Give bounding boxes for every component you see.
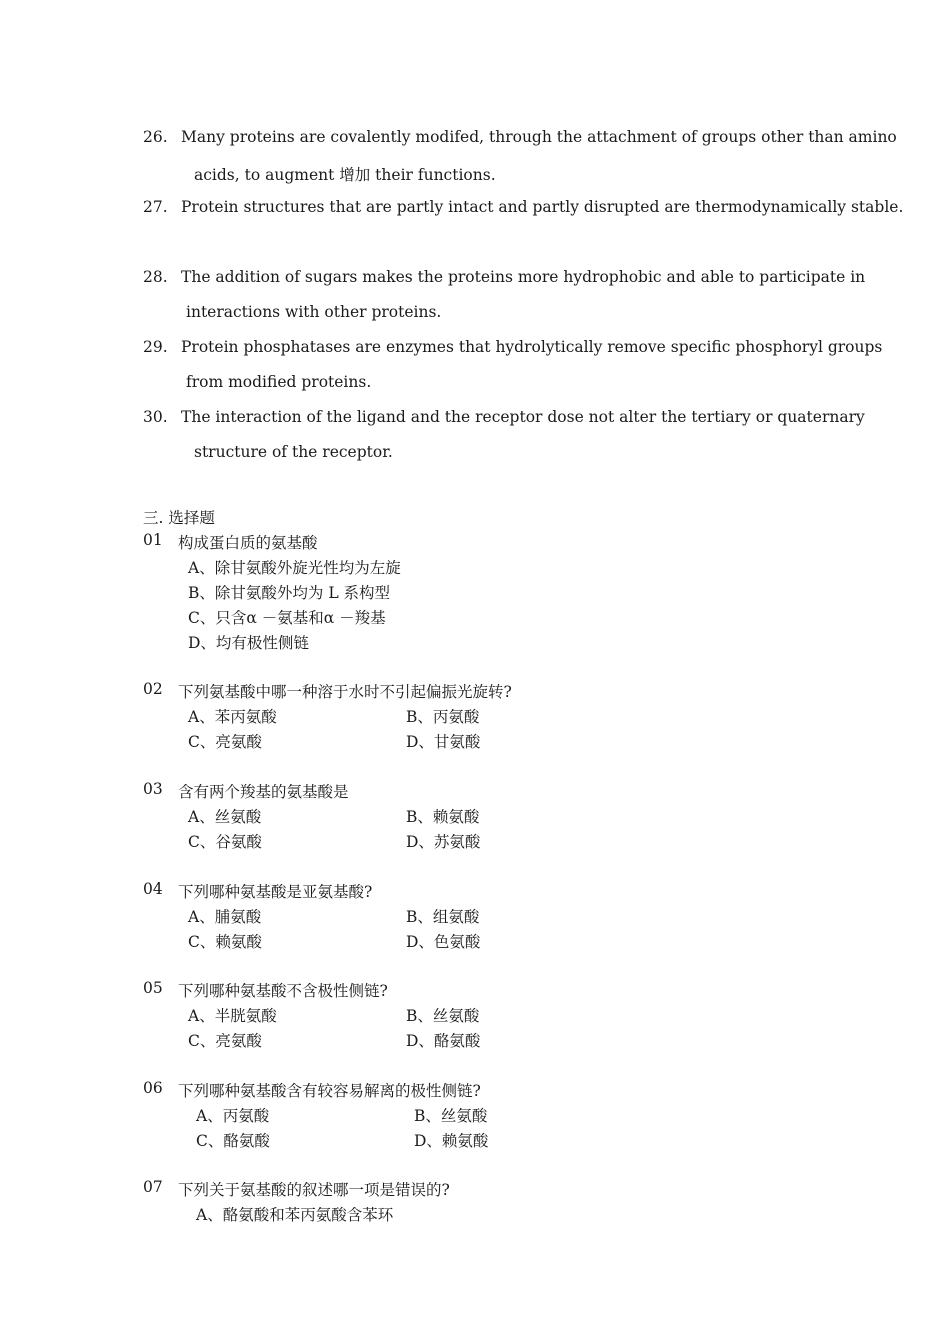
question-number: 06: [143, 1079, 163, 1097]
item-text-line1: Protein phosphatases are enzymes that hydrolytically remove specific phosphoryl groups: [181, 338, 883, 356]
option-c: C、赖氨酸: [188, 933, 262, 951]
item-number: 30.: [143, 408, 168, 426]
option-a: A、脯氨酸: [188, 908, 262, 926]
question-text: 下列哪种氨基酸含有较容易解离的极性侧链?: [178, 1082, 481, 1100]
option-b: B、组氨酸: [406, 908, 480, 926]
question-number: 03: [143, 780, 163, 798]
option-a: A、丙氨酸: [196, 1107, 270, 1125]
item-text-line2: from modified proteins.: [186, 373, 372, 391]
option-c: C、谷氨酸: [188, 833, 262, 851]
question-text: 下列哪种氨基酸不含极性侧链?: [178, 982, 388, 1000]
question-number: 04: [143, 880, 163, 898]
option-b: B、除甘氨酸外均为 L 系构型: [188, 584, 391, 602]
option-a: A、丝氨酸: [188, 808, 262, 826]
item-number: 26.: [143, 128, 168, 146]
option-b: B、丝氨酸: [414, 1107, 488, 1125]
item-text-line1: Protein structures that are partly intact and partly disrupted are thermodynamically stable.: [181, 198, 904, 216]
option-c: C、酪氨酸: [196, 1132, 270, 1150]
question-number: 07: [143, 1178, 163, 1196]
section-title: 三. 选择题: [143, 509, 215, 527]
option-d: D、赖氨酸: [414, 1132, 489, 1150]
option-c: C、只含α －氨基和α －羧基: [188, 609, 386, 627]
option-a: A、苯丙氨酸: [188, 708, 277, 726]
question-number: 02: [143, 680, 163, 698]
item-number: 28.: [143, 268, 168, 286]
question-text: 下列关于氨基酸的叙述哪一项是错误的?: [178, 1181, 450, 1199]
option-a: A、半胱氨酸: [188, 1007, 277, 1025]
question-text: 构成蛋白质的氨基酸: [178, 534, 318, 552]
item-text-line1: Many proteins are covalently modifed, through the attachment of groups other than amino: [181, 128, 897, 146]
option-c: C、亮氨酸: [188, 733, 262, 751]
option-d: D、色氨酸: [406, 933, 481, 951]
item-text-line1: The interaction of the ligand and the receptor dose not alter the tertiary or quaternary: [181, 408, 865, 426]
item-text-line2: structure of the receptor.: [194, 443, 393, 461]
item-text-line2: acids, to augment 增加 their functions.: [194, 166, 496, 184]
option-d: D、酪氨酸: [406, 1032, 481, 1050]
item-number: 29.: [143, 338, 168, 356]
option-a: A、酪氨酸和苯丙氨酸含苯环: [196, 1206, 394, 1224]
question-number: 01: [143, 531, 163, 549]
option-c: C、亮氨酸: [188, 1032, 262, 1050]
question-text: 下列哪种氨基酸是亚氨基酸?: [178, 883, 373, 901]
item-number: 27.: [143, 198, 168, 216]
item-text-line2: interactions with other proteins.: [186, 303, 442, 321]
option-a: A、除甘氨酸外旋光性均为左旋: [188, 559, 401, 577]
option-b: B、丙氨酸: [406, 708, 480, 726]
item-text-line1: The addition of sugars makes the proteins more hydrophobic and able to participate in: [181, 268, 866, 286]
question-text: 下列氨基酸中哪一种溶于水时不引起偏振光旋转?: [178, 683, 512, 701]
option-b: B、赖氨酸: [406, 808, 480, 826]
option-d: D、甘氨酸: [406, 733, 481, 751]
question-number: 05: [143, 979, 163, 997]
option-b: B、丝氨酸: [406, 1007, 480, 1025]
option-d: D、苏氨酸: [406, 833, 481, 851]
option-d: D、均有极性侧链: [188, 634, 309, 652]
question-text: 含有两个羧基的氨基酸是: [178, 783, 349, 801]
